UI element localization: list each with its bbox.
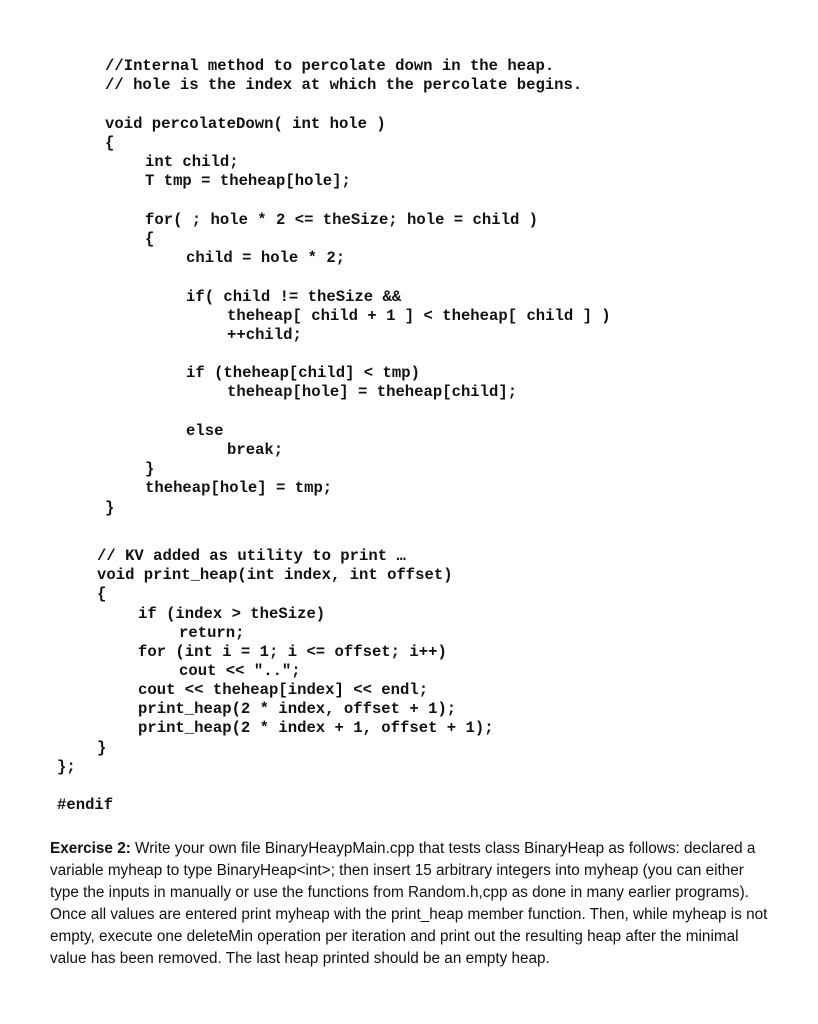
exercise-2-title: Exercise 2: [50,840,131,857]
for-offset-loop: for (int i = 1; i <= offset; i++) [138,643,447,661]
for-loop-open-brace: { [145,230,155,248]
print-heap-close-brace: } [97,739,107,757]
hole-assignment: theheap[hole] = theheap[child]; [227,383,518,401]
print-heap-open-brace: { [97,585,107,603]
if-child-condition-line-2: theheap[ child + 1 ] < theheap[ child ] ) [227,307,611,325]
header-comment-line-2: // hole is the index at which the percolate begins. [105,76,583,94]
child-increment: ++child; [227,326,302,344]
header-comment-line-1: //Internal method to percolate down in the heap. [105,57,555,75]
cout-value-statement: cout << theheap[index] << endl; [138,681,429,699]
percolate-down-signature: void percolateDown( int hole ) [105,115,386,133]
print-heap-signature: void print_heap(int index, int offset) [97,566,453,584]
if-child-condition-line-1: if( child != theSize && [186,288,402,306]
exercise-2-body: Write your own file BinaryHeaypMain.cpp that tests class BinaryHeap as follows: declared a variable myheap to type BinaryHeap<int>; then insert 15 arbitrary integers into myheap (you can either type the inputs in manually or use the functions from Random.h,cpp as done in many earlier programs). Once all values are entered print myheap with the print_heap member function. Then, while myheap is not empty, execute one deleteMin operation per iteration and print out the resulting heap after the minimal value has been removed. The last heap printed should be an empty heap. [50,840,768,967]
break-statement: break; [227,441,284,459]
return-statement: return; [179,624,245,642]
child-declaration: int child; [145,153,239,171]
endif-directive: #endif [57,796,114,814]
else-keyword: else [186,422,224,440]
for-loop-header: for( ; hole * 2 <= theSize; hole = child ) [145,211,539,229]
child-assignment: child = hole * 2; [186,249,346,267]
kv-utility-comment: // KV added as utility to print … [97,547,406,565]
recursive-call-left: print_heap(2 * index, offset + 1); [138,700,457,718]
percolate-down-open-brace: { [105,134,115,152]
percolate-down-close-brace: } [105,499,115,517]
for-loop-close-brace: } [145,460,155,478]
class-close-brace: }; [57,758,76,776]
tmp-declaration: T tmp = theheap[hole]; [145,172,351,190]
cout-dots-statement: cout << ".."; [179,662,301,680]
exercise-2-paragraph [50,838,770,969]
if-index-condition: if (index > theSize) [138,605,326,623]
recursive-call-right: print_heap(2 * index + 1, offset + 1); [138,719,494,737]
if-compare-tmp: if (theheap[child] < tmp) [186,364,420,382]
final-tmp-assignment: theheap[hole] = tmp; [145,479,333,497]
